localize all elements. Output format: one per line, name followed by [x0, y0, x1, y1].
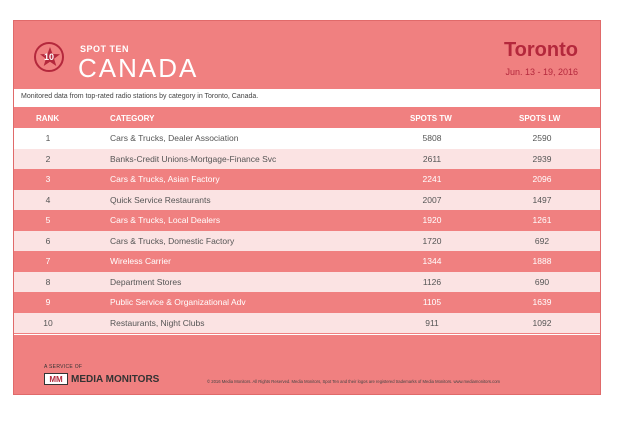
- spots-lw-cell: 1888: [532, 256, 552, 266]
- badge-number: 10: [43, 52, 54, 62]
- spots-lw-cell: 2096: [532, 174, 552, 184]
- rank-cell: 8: [45, 276, 51, 287]
- table-row: [14, 313, 600, 334]
- spots-tw-cell: 2007: [422, 194, 442, 205]
- spots-lw-cell: 690: [534, 276, 550, 287]
- category-cell: Department Stores: [110, 276, 182, 287]
- table-row: [14, 251, 600, 272]
- column-header-spots-lw: SPOTS LW: [519, 114, 561, 123]
- table-row: [14, 128, 600, 149]
- spots-tw-cell: 2611: [422, 153, 442, 164]
- spots-lw-cell: 1261: [532, 215, 552, 225]
- category-cell: Cars & Trucks, Dealer Association: [110, 133, 239, 143]
- report-card: [13, 20, 601, 395]
- table-row: [14, 210, 600, 231]
- spots-tw-cell: 911: [425, 317, 439, 328]
- rank-cell: 10: [43, 317, 53, 328]
- subtitle-band: [14, 89, 600, 107]
- category-cell: Banks-Credit Unions-Mortgage-Finance Svc: [110, 153, 277, 164]
- category-cell: Wireless Carrier: [110, 256, 171, 266]
- subtitle: Monitored data from top-rated radio stations by category in Toronto, Canada.: [21, 93, 259, 100]
- category-cell: Cars & Trucks, Local Dealers: [110, 215, 221, 225]
- table-row: [14, 292, 600, 313]
- rank-cell: 2: [45, 153, 51, 164]
- spots-tw-cell: 1720: [422, 235, 442, 246]
- spots-tw-cell: 5808: [422, 133, 442, 143]
- rank-cell: 6: [45, 235, 51, 246]
- spots-tw-cell: 1126: [422, 276, 442, 287]
- column-header-spots-tw: SPOTS TW: [410, 114, 452, 123]
- table-row: [14, 272, 600, 293]
- rank-cell: 1: [45, 133, 51, 143]
- footer-divider: [14, 334, 600, 335]
- spots-tw-cell: 2241: [422, 174, 442, 184]
- ranking-table: [14, 128, 600, 333]
- copyright-text: © 2016 Media Monitors. All Rights Reserved. Media Monitors, Spot Ten and their logos are registered trademarks of Media Monitors. www.mediamonitors.com: [207, 379, 501, 384]
- table-row: [14, 149, 600, 170]
- category-cell: Quick Service Restaurants: [110, 194, 211, 205]
- table-row: [14, 231, 600, 252]
- report-header: [14, 21, 600, 89]
- table-row: [14, 190, 600, 211]
- category-cell: Public Service & Organizational Adv: [110, 297, 246, 307]
- spots-lw-cell: 2590: [532, 133, 552, 143]
- service-label: A SERVICE OF: [44, 364, 83, 370]
- category-cell: Cars & Trucks, Asian Factory: [110, 174, 220, 184]
- rank-cell: 7: [45, 256, 51, 266]
- category-cell: Cars & Trucks, Domestic Factory: [110, 235, 235, 246]
- spot-ten-badge: [34, 42, 64, 72]
- brand-small: SPOT TEN: [80, 44, 130, 54]
- column-header-category: CATEGORY: [110, 114, 155, 123]
- spots-lw-cell: 1639: [532, 297, 552, 307]
- logo-text: MEDIA MONITORS: [71, 373, 160, 385]
- brand-title: CANADA: [78, 53, 199, 83]
- date-range: Jun. 13 - 19, 2016: [505, 67, 578, 77]
- column-header-rank: RANK: [36, 114, 60, 123]
- rank-cell: 4: [45, 194, 51, 205]
- rank-cell: 5: [45, 215, 51, 225]
- media-monitors-logo: [44, 373, 159, 385]
- mm-logo-icon: MM: [44, 373, 68, 385]
- spots-lw-cell: 692: [534, 235, 550, 246]
- spots-lw-cell: 1497: [532, 194, 552, 205]
- table-row: [14, 169, 600, 190]
- spots-tw-cell: 1344: [422, 256, 442, 266]
- city-title: Toronto: [503, 39, 578, 61]
- spots-tw-cell: 1920: [422, 215, 442, 225]
- rank-cell: 3: [45, 174, 51, 184]
- category-cell: Restaurants, Night Clubs: [110, 317, 205, 328]
- rank-cell: 9: [45, 297, 51, 307]
- spots-lw-cell: 1092: [532, 317, 552, 328]
- spots-lw-cell: 2939: [532, 153, 552, 164]
- spots-tw-cell: 1105: [422, 297, 442, 307]
